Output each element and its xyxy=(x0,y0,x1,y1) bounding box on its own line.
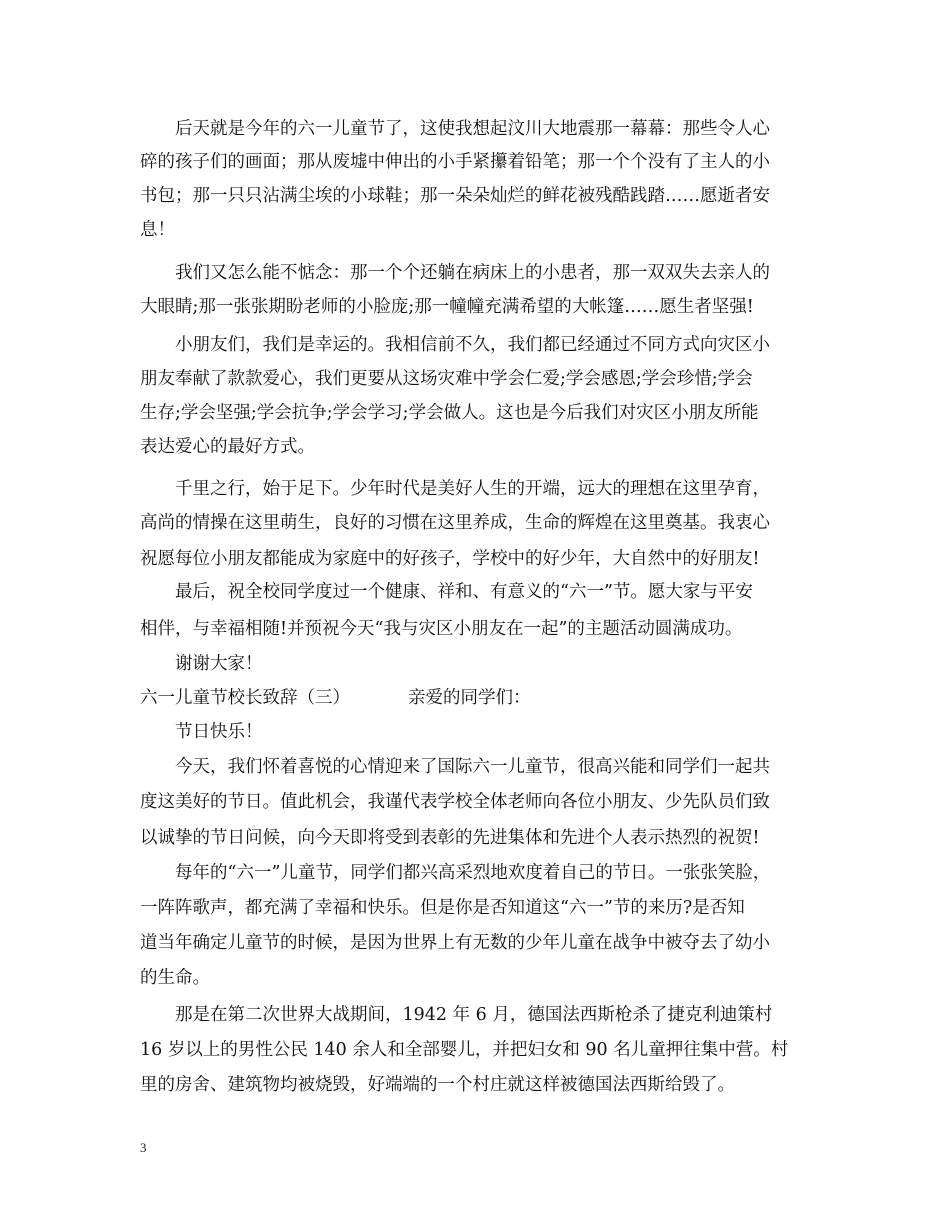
text-line: 相伴，与幸福相随!并预祝今天“我与灾区小朋友在一起”的主题活动圆满成功。 xyxy=(140,619,743,639)
text-line: 生存;学会坚强;学会抗争;学会学习;学会做人。这也是今后我们对灾区小朋友所能 xyxy=(140,403,759,423)
text-line: 度这美好的节日。值此机会，我谨代表学校全体老师向各位小朋友、少先队员们致 xyxy=(140,792,770,812)
text-line: 以诚挚的节日问候，向今天即将受到表彰的先进集体和先进个人表示热烈的祝贺! xyxy=(140,828,760,848)
text-line: 每年的“六一”儿童节，同学们都兴高采烈地欢度着自己的节日。一张张笑脸， xyxy=(175,863,771,883)
page-number: 3 xyxy=(140,1140,147,1155)
text-line: 表达爱心的最好方式。 xyxy=(140,437,315,457)
text-line: 高尚的情操在这里萌生，良好的习惯在这里养成，生命的辉煌在这里奠基。我衷心 xyxy=(140,513,770,533)
salutation: 亲爱的同学们： xyxy=(408,688,531,708)
text-line: 小朋友们，我们是幸运的。我相信前不久，我们都已经通过不同方式向灾区小 xyxy=(175,335,770,355)
text-line: 节日快乐！ xyxy=(175,722,263,742)
section-heading-line xyxy=(140,686,531,710)
text-line: 我们又怎么能不惦念：那一个个还躺在病床上的小患者，那一双双失去亲人的 xyxy=(175,263,770,283)
text-line: 16 岁以上的男性公民 140 余人和全部婴儿，并把妇女和 90 名儿童押往集中营。村 xyxy=(140,1040,789,1060)
text-line: 祝愿每位小朋友都能成为家庭中的好孩子，学校中的好少年，大自然中的好朋友! xyxy=(140,549,760,569)
text-line: 书包；那一只只沾满尘埃的小球鞋；那一朵朵灿烂的鲜花被残酷践踏……愿逝者安 xyxy=(140,186,770,206)
text-line: 道当年确定儿童节的时候，是因为世界上有无数的少年儿童在战争中被夺去了幼小 xyxy=(140,933,770,953)
text-line: 那是在第二次世界大战期间，1942 年 6 月，德国法西斯枪杀了捷克利迪策村 xyxy=(175,1005,773,1025)
text-line: 今天，我们怀着喜悦的心情迎来了国际六一儿童节，很高兴能和同学们一起共 xyxy=(175,757,770,777)
text-line: 谢谢大家！ xyxy=(175,654,263,674)
text-line: 的生命。 xyxy=(140,968,210,988)
text-line: 一阵阵歌声，都充满了幸福和快乐。但是你是否知道这“六一”节的来历?是否知 xyxy=(140,898,745,918)
text-line: 后天就是今年的六一儿童节了，这使我想起汶川大地震那一幕幕：那些令人心 xyxy=(175,119,770,139)
text-line: 里的房舍、建筑物均被烧毁，好端端的一个村庄就这样被德国法西斯给毁了。 xyxy=(140,1075,735,1095)
text-line: 朋友奉献了款款爱心，我们更要从这场灾难中学会仁爱;学会感恩;学会珍惜;学会 xyxy=(140,369,753,389)
text-line: 大眼睛;那一张张期盼老师的小脸庞;那一幢幢充满希望的大帐篷……愿生者坚强! xyxy=(140,297,754,317)
section-title: 六一儿童节校长致辞（三） xyxy=(140,688,350,708)
text-line: 最后，祝全校同学度过一个健康、祥和、有意义的“六一”节。愿大家与平安 xyxy=(175,582,753,602)
text-line: 碎的孩子们的画面；那从废墟中伸出的小手紧攥着铅笔；那一个个没有了主人的小 xyxy=(140,152,770,172)
text-line: 千里之行，始于足下。少年时代是美好人生的开端，远大的理想在这里孕育， xyxy=(175,479,770,499)
text-line: 息！ xyxy=(140,220,175,240)
